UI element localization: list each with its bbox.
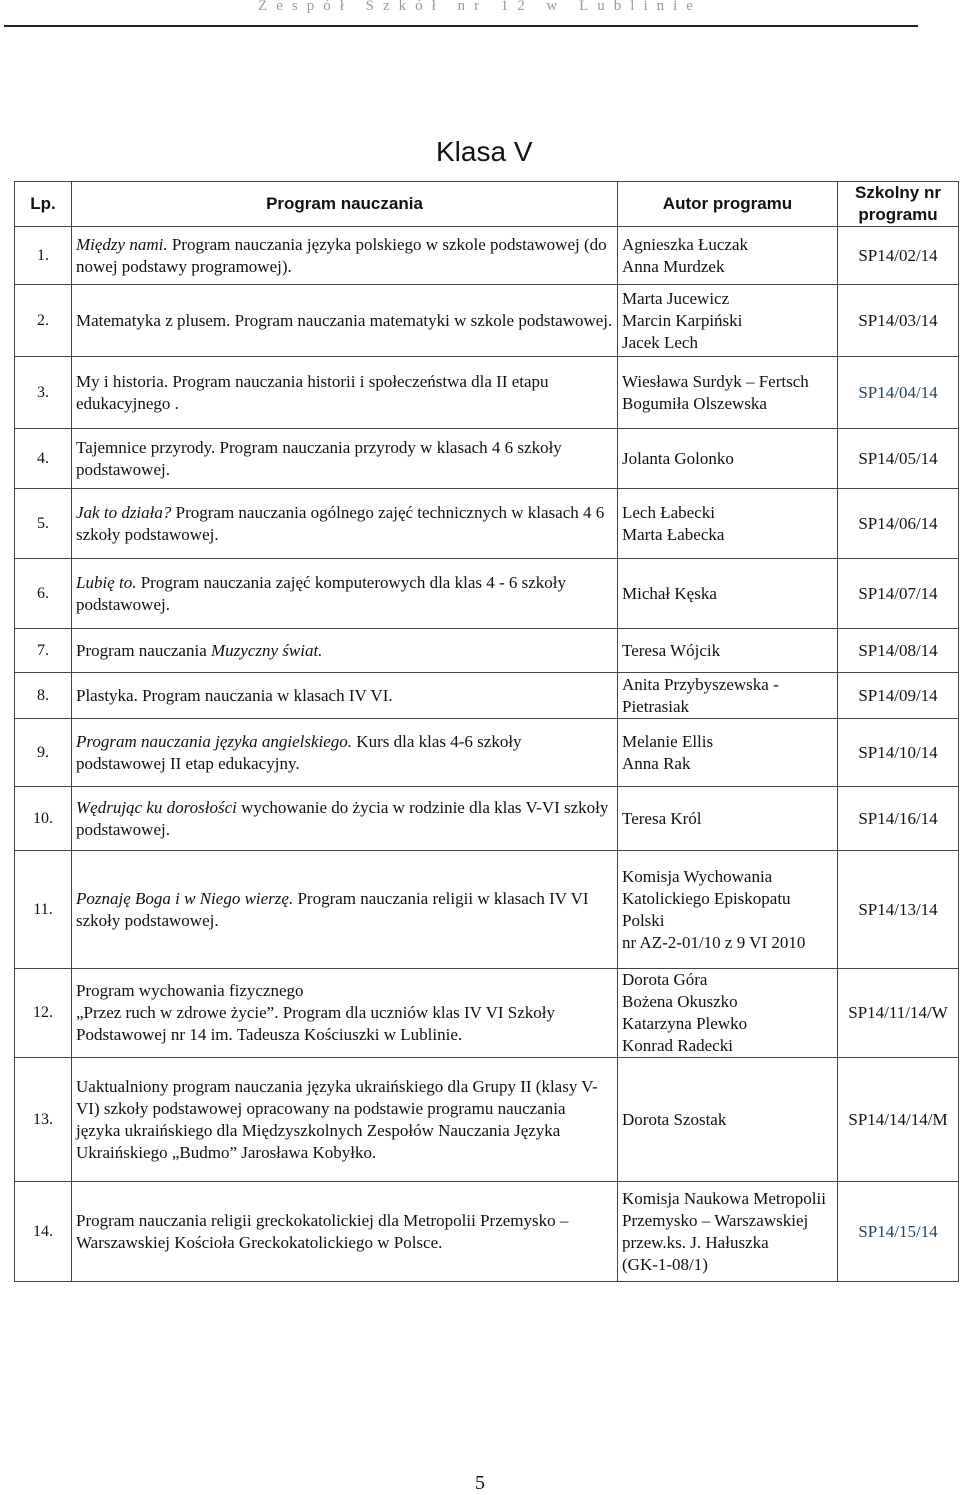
program-text: Program nauczania ogólnego zajęć technicznych w klasach 4 6 szkoły podstawowej. <box>76 502 605 544</box>
row-lp: 1. <box>15 227 72 285</box>
row-lp: 3. <box>15 357 72 429</box>
program-italic-tail: Muzyczny świat. <box>211 640 323 660</box>
program-text: Program nauczania zajęć komputerowych dla klas 4 - 6 szkoły podstawowej. <box>76 572 567 614</box>
program-text: Program nauczania języka polskiego w szkole podstawowej (do nowej podstawy programowej). <box>76 234 607 276</box>
row-program <box>72 787 618 851</box>
row-lp: 4. <box>15 429 72 489</box>
row-code: SP14/16/14 <box>838 787 959 851</box>
row-lp: 10. <box>15 787 72 851</box>
row-program <box>72 285 618 357</box>
header-rule <box>4 25 918 27</box>
table-row <box>15 969 959 1058</box>
row-program <box>72 429 618 489</box>
row-author: Michał Kęska <box>618 559 838 629</box>
program-italic-title: Poznaję Boga i w Niego wierzę. <box>76 888 294 908</box>
row-author: Jolanta Golonko <box>618 429 838 489</box>
row-lp: 2. <box>15 285 72 357</box>
row-author: Melanie Ellis Anna Rak <box>618 719 838 787</box>
table-body <box>15 227 959 1282</box>
header-program: Program nauczania <box>72 182 618 227</box>
table-row <box>15 673 959 719</box>
row-author: Dorota Góra Bożena Okuszko Katarzyna Plewko Konrad Radecki <box>618 969 838 1058</box>
row-program <box>72 357 618 429</box>
row-lp: 6. <box>15 559 72 629</box>
program-text: Matematyka z plusem. Program nauczania matematyki w szkole podstawowej. <box>76 310 613 330</box>
row-author: Dorota Szostak <box>618 1058 838 1182</box>
header-author: Autor programu <box>618 182 838 227</box>
row-lp: 11. <box>15 851 72 969</box>
row-author: Komisja Wychowania Katolickiego Episkopatu Polski nr AZ-2-01/10 z 9 VI 2010 <box>618 851 838 969</box>
row-code: SP14/10/14 <box>838 719 959 787</box>
program-text: Program nauczania religii w klasach IV VI szkoły podstawowej. <box>76 888 589 930</box>
program-italic-title: Między nami. <box>76 234 168 254</box>
table-row <box>15 227 959 285</box>
row-code: SP14/11/14/W <box>838 969 959 1058</box>
table-header-row <box>15 182 959 227</box>
row-lp: 12. <box>15 969 72 1058</box>
table-row <box>15 1182 959 1282</box>
row-program <box>72 629 618 673</box>
row-author: Wiesława Surdyk – Fertsch Bogumiła Olszewska <box>618 357 838 429</box>
table-row <box>15 285 959 357</box>
row-author: Marta Jucewicz Marcin Karpiński Jacek Lech <box>618 285 838 357</box>
row-lp: 5. <box>15 489 72 559</box>
program-italic-title: Wędrując ku dorosłości <box>76 797 237 817</box>
row-program <box>72 1182 618 1282</box>
row-code: SP14/13/14 <box>838 851 959 969</box>
table-row <box>15 489 959 559</box>
header-lp: Lp. <box>15 182 72 227</box>
row-author: Teresa Król <box>618 787 838 851</box>
row-author: Agnieszka Łuczak Anna Murdzek <box>618 227 838 285</box>
row-lp: 9. <box>15 719 72 787</box>
program-text: Kurs dla klas 4-6 szkoły podstawowej II etap edukacyjny. <box>76 731 522 773</box>
program-italic-title: Lubię to. <box>76 572 137 592</box>
table-row <box>15 787 959 851</box>
row-code: SP14/03/14 <box>838 285 959 357</box>
program-text: Program wychowania fizycznego „Przez ruch w zdrowe życie”. Program dla uczniów klas IV VI Szkoły Podstawowej nr 14 im. Tadeusza Kościuszki w Lublinie. <box>76 981 555 1044</box>
page-title: Klasa V <box>436 136 533 167</box>
row-author: Komisja Naukowa Metropolii Przemysko – Warszawskiej przew.ks. J. Hałuszka (GK-1-08/1) <box>618 1182 838 1282</box>
row-program <box>72 969 618 1058</box>
row-code: SP14/08/14 <box>838 629 959 673</box>
row-lp: 13. <box>15 1058 72 1182</box>
row-code: SP14/04/14 <box>838 357 959 429</box>
row-program <box>72 559 618 629</box>
row-code: SP14/06/14 <box>838 489 959 559</box>
table-row <box>15 719 959 787</box>
program-text: Program nauczania <box>76 640 211 660</box>
row-program <box>72 489 618 559</box>
table-row <box>15 851 959 969</box>
row-program <box>72 1058 618 1182</box>
header-code: Szkolny nr programu <box>838 182 959 227</box>
row-program <box>72 851 618 969</box>
row-code: SP14/15/14 <box>838 1182 959 1282</box>
table-row <box>15 1058 959 1182</box>
row-program <box>72 673 618 719</box>
program-text: Plastyka. Program nauczania w klasach IV VI. <box>76 685 393 705</box>
row-lp: 8. <box>15 673 72 719</box>
page-header: Zespół Szkół nr 12 w Lublinie <box>258 0 702 14</box>
row-author: Teresa Wójcik <box>618 629 838 673</box>
program-italic-title: Program nauczania języka angielskiego. <box>76 731 353 751</box>
table-row <box>15 429 959 489</box>
row-author: Anita Przybyszewska - Pietrasiak <box>618 673 838 719</box>
program-italic-title: Jak to działa? <box>76 502 172 522</box>
row-author: Lech Łabecki Marta Łabecka <box>618 489 838 559</box>
table-row <box>15 559 959 629</box>
row-code: SP14/05/14 <box>838 429 959 489</box>
table-row <box>15 629 959 673</box>
program-text: Program nauczania religii greckokatolickiej dla Metropolii Przemysko – Warszawskiej Kościoła Greckokatolickiego w Polsce. <box>76 1210 569 1252</box>
row-code: SP14/14/14/M <box>838 1058 959 1182</box>
row-code: SP14/07/14 <box>838 559 959 629</box>
table-row <box>15 357 959 429</box>
program-text: My i historia. Program nauczania historii i społeczeństwa dla II etapu edukacyjnego . <box>76 371 549 413</box>
row-code: SP14/02/14 <box>838 227 959 285</box>
row-program <box>72 719 618 787</box>
row-program <box>72 227 618 285</box>
program-text: Tajemnice przyrody. Program nauczania przyrody w klasach 4 6 szkoły podstawowej. <box>76 437 562 479</box>
row-lp: 7. <box>15 629 72 673</box>
program-text: wychowanie do życia w rodzinie dla klas V-VI szkoły podstawowej. <box>76 797 609 839</box>
page-number: 5 <box>475 1472 485 1494</box>
programs-table <box>14 181 959 1282</box>
row-code: SP14/09/14 <box>838 673 959 719</box>
row-lp: 14. <box>15 1182 72 1282</box>
program-text: Uaktualniony program nauczania języka ukraińskiego dla Grupy II (klasy V-VI) szkoły podstawowej opracowany na podstawie programu nauczania języka ukraińskiego dla Międzyszkolnych Zespołów Nauczania Języka Ukraińskiego „Budmo” Jarosława Kobyłko. <box>76 1076 598 1162</box>
